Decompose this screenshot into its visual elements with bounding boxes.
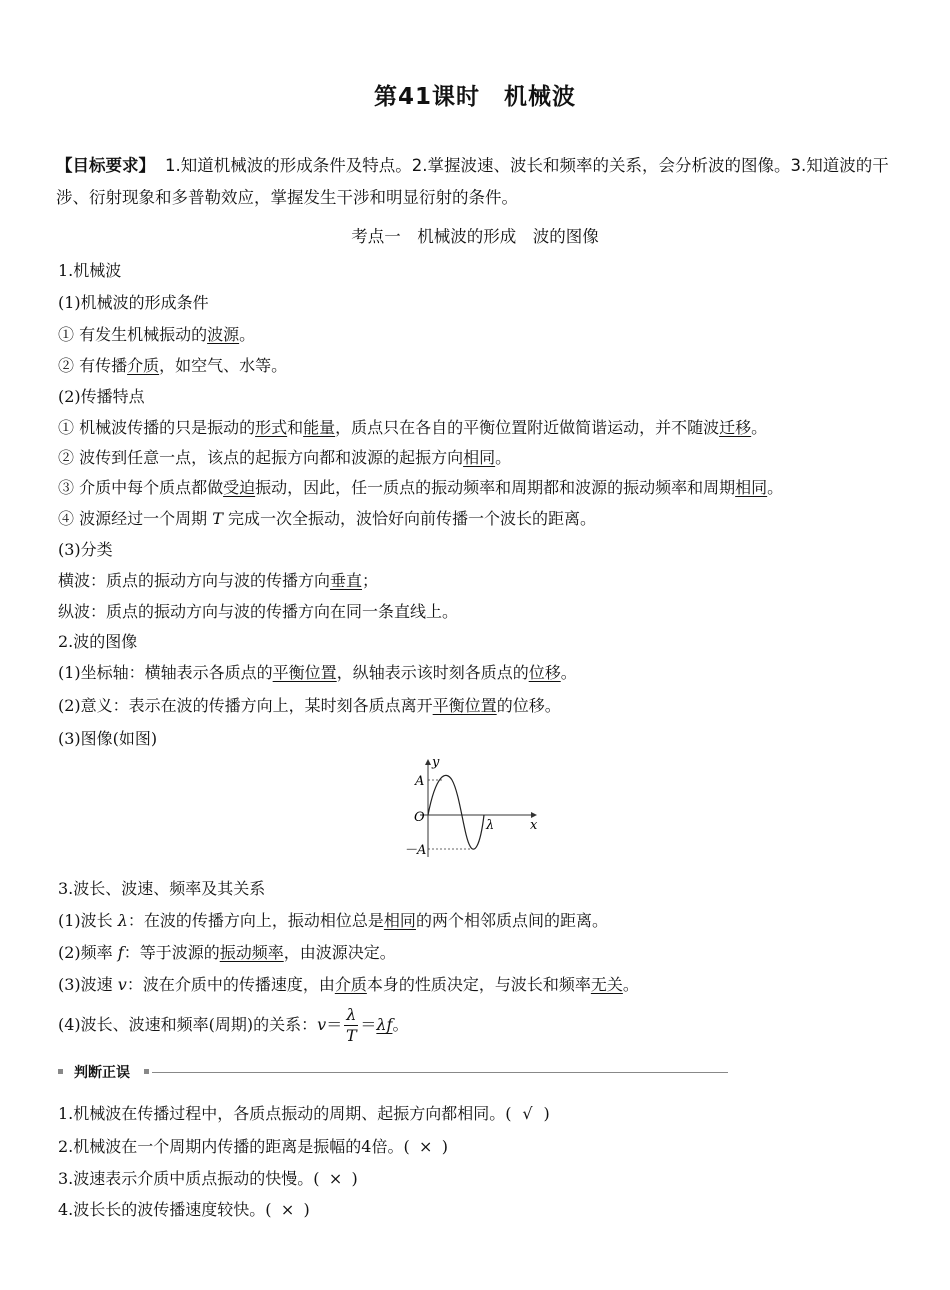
pos-amp-label: A [415,774,425,789]
wavelength-label: λ [486,818,495,833]
feature-3: ③ 介质中每个质点都做受迫振动，因此，任一质点的振动频率和周期都和波源的振动频率和周期相同。 [58,478,784,497]
x-axis-label: x [530,818,538,833]
judge-item: 3.波速表示介质中质点振动的快慢。( × ) [58,1169,358,1188]
objective-block [56,150,896,214]
subheading-features: (2)传播特点 [58,387,145,406]
answer-mark: × [328,1169,343,1188]
graph-axes: (1)坐标轴：横轴表示各质点的平衡位置，纵轴表示该时刻各质点的位移。 [58,663,577,682]
objective-text: 1.知道机械波的形成条件及特点。2.掌握波速、波长和频率的关系，会分析波的图像。3.知道波的干涉、衍射现象和多普勒效应，掌握发生干涉和明显衍射的条件。 [56,156,889,207]
divider [152,1072,728,1073]
feature-2: ② 波传到任意一点，该点的起振方向都和波源的起振方向相同。 [58,448,512,467]
frequency-definition: (2)频率 f：等于波源的振动频率，由波源决定。 [58,943,396,962]
origin-label: O [414,810,425,825]
condition-1: ① 有发生机械振动的波源。 [58,325,256,344]
page-title: 第41课时 机械波 [373,84,576,110]
bullet-square-icon [58,1069,63,1074]
judge-label: 判断正误 [74,1065,130,1081]
heading-mechanical-wave: 1.机械波 [58,261,122,280]
section-title: 考点一 机械波的形成 波的图像 [351,227,599,246]
graph-figure-caption: (3)图像(如图) [58,729,158,748]
bullet-square-icon [144,1069,149,1074]
y-axis-label: y [432,755,440,770]
objective-tag: 【目标要求】 [56,156,155,175]
wave-figure [400,754,550,860]
relation-formula: (4)波长、波速和频率(周期)的关系：v＝ $\frac{\lambda}{T}$ ＝λf。 [58,1005,409,1045]
feature-1: ① 机械波传播的只是振动的形式和能量，质点只在各自的平衡位置附近做简谐运动，并不随波迁移。 [58,418,768,437]
heading-wave-graph: 2.波的图像 [58,632,138,651]
subheading-classification: (3)分类 [58,540,113,559]
heading-wave-relations: 3.波长、波速、频率及其关系 [58,879,266,898]
condition-2: ② 有传播介质，如空气、水等。 [58,356,288,375]
judge-header [58,1062,728,1082]
subheading-conditions: (1)机械波的形成条件 [58,293,209,312]
answer-mark: √ [522,1104,533,1123]
answer-mark: × [280,1200,295,1219]
fraction: $\frac{\lambda}{T}$ [345,1005,357,1045]
longitudinal-wave: 纵波：质点的振动方向与波的传播方向在同一条直线上。 [58,602,459,621]
transverse-wave: 横波：质点的振动方向与波的传播方向垂直； [58,571,379,590]
speed-definition: (3)波速 v：波在介质中的传播速度，由介质本身的性质决定，与波长和频率无关。 [58,975,639,994]
judge-item: 4.波长长的波传播速度较快。( × ) [58,1200,310,1219]
neg-amp-label: －A [404,843,427,858]
graph-meaning: (2)意义：表示在波的传播方向上，某时刻各质点离开平衡位置的位移。 [58,696,561,715]
sine-wave [428,775,484,849]
wavelength-definition: (1)波长 λ：在波的传播方向上，振动相位总是相同的两个相邻质点间的距离。 [58,911,608,930]
judge-item: 2.机械波在一个周期内传播的距离是振幅的4倍。( × ) [58,1137,448,1156]
judge-item: 1.机械波在传播过程中，各质点振动的周期、起振方向都相同。( √ ) [58,1104,550,1123]
answer-mark: × [419,1137,433,1156]
feature-4: ④ 波源经过一个周期 T 完成一次全振动，波恰好向前传播一个波长的距离。 [58,509,596,528]
